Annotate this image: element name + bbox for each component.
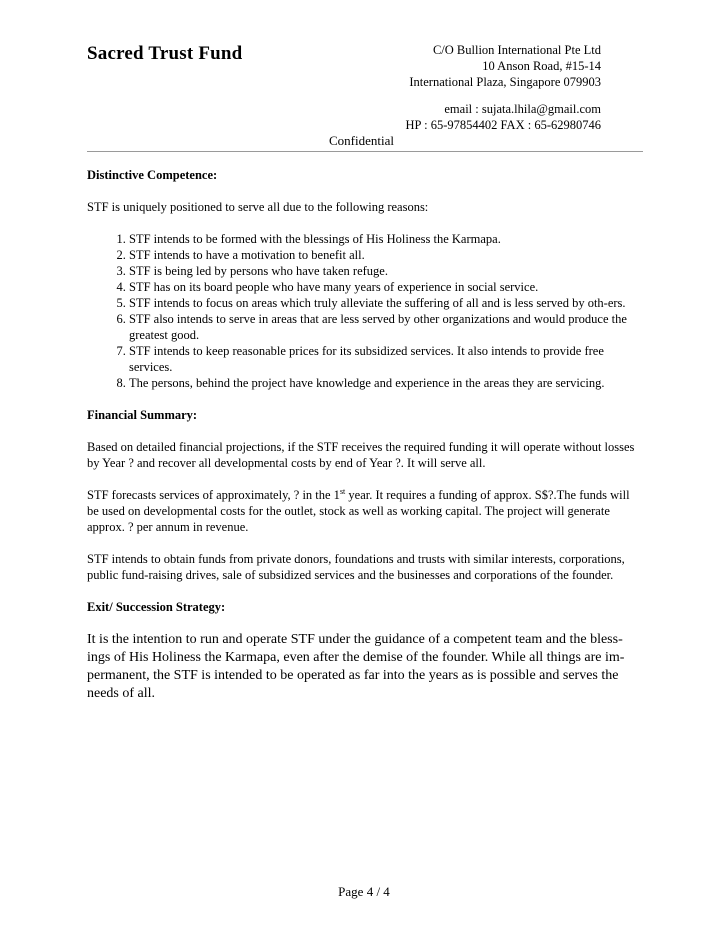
page-number: Page 4 / 4 xyxy=(338,884,390,899)
section-heading-financial: Financial Summary: xyxy=(87,408,198,422)
list-item: 4. STF has on its board people who have many years of experience in social service. xyxy=(129,279,643,295)
list-item: 3. STF is being led by persons who have taken refuge. xyxy=(129,263,643,279)
financial-paragraph xyxy=(87,487,643,535)
header-divider xyxy=(87,151,643,152)
financial-text: year. It requires a funding of approx. S$?.The funds will be used on developmental costs for the outlet, stock as well as working capital. The project will generate approx. ? per annum in revenue. xyxy=(87,488,630,534)
address-line: International Plaza, Singapore 079903 xyxy=(409,75,601,89)
section-heading-exit: Exit/ Succession Strategy: xyxy=(87,600,226,614)
section-heading-competence: Distinctive Competence: xyxy=(87,168,218,182)
list-item: 2. STF intends to have a motivation to benefit all. xyxy=(129,247,643,263)
list-item: 7. STF intends to keep reasonable prices for its subsidized services. It also intends to provide free services. xyxy=(129,343,643,375)
financial-text: STF forecasts services of approximately, ? in the 1 xyxy=(87,488,340,502)
list-item: 6. STF also intends to serve in areas that are less served by other organizations and would produce the greatest good. xyxy=(129,311,643,343)
financial-paragraph: Based on detailed financial projections, if the STF receives the required funding it will operate without losses by Year ? and recover all developmental costs by end of Year ?. It will serve all. xyxy=(87,440,635,470)
address-line: 10 Anson Road, #15-14 xyxy=(482,59,601,73)
phone-fax-line: HP : 65-97854402 FAX : 65-62980746 xyxy=(405,118,601,132)
competence-list xyxy=(87,231,643,391)
contact-block xyxy=(406,101,602,133)
ordinal-suffix: st xyxy=(339,486,346,496)
confidential-label: Confidential xyxy=(329,133,394,148)
exit-paragraph: It is the intention to run and operate STF under the guidance of a competent team and the bless-ings of His Holiness the Karmapa, even after the demise of the founder. While all things are im-permanent, the STF is intended to be operated as far into the years as is possible and serves the needs of all. xyxy=(87,632,625,701)
organization-name: Sacred Trust Fund xyxy=(87,43,243,64)
list-item: 5. STF intends to focus on areas which truly alleviate the suffering of all and is less served by oth-ers. xyxy=(129,295,643,311)
financial-paragraph: STF intends to obtain funds from private donors, foundations and trusts with similar interests, corporations, public fund-raising drives, sale of subsidized services and the businesses and corporations of the founder. xyxy=(87,552,625,582)
address-block xyxy=(409,42,601,90)
address-line: C/O Bullion International Pte Ltd xyxy=(432,43,601,57)
email-line: email : sujata.lhila@gmail.com xyxy=(444,102,601,116)
list-item: 8. The persons, behind the project have knowledge and experience in the areas they are servicing. xyxy=(129,375,643,391)
list-item: 1. STF intends to be formed with the blessings of His Holiness the Karmapa. xyxy=(129,231,643,247)
competence-intro: STF is uniquely positioned to serve all due to the following reasons: xyxy=(87,200,429,214)
document-body xyxy=(87,167,643,703)
